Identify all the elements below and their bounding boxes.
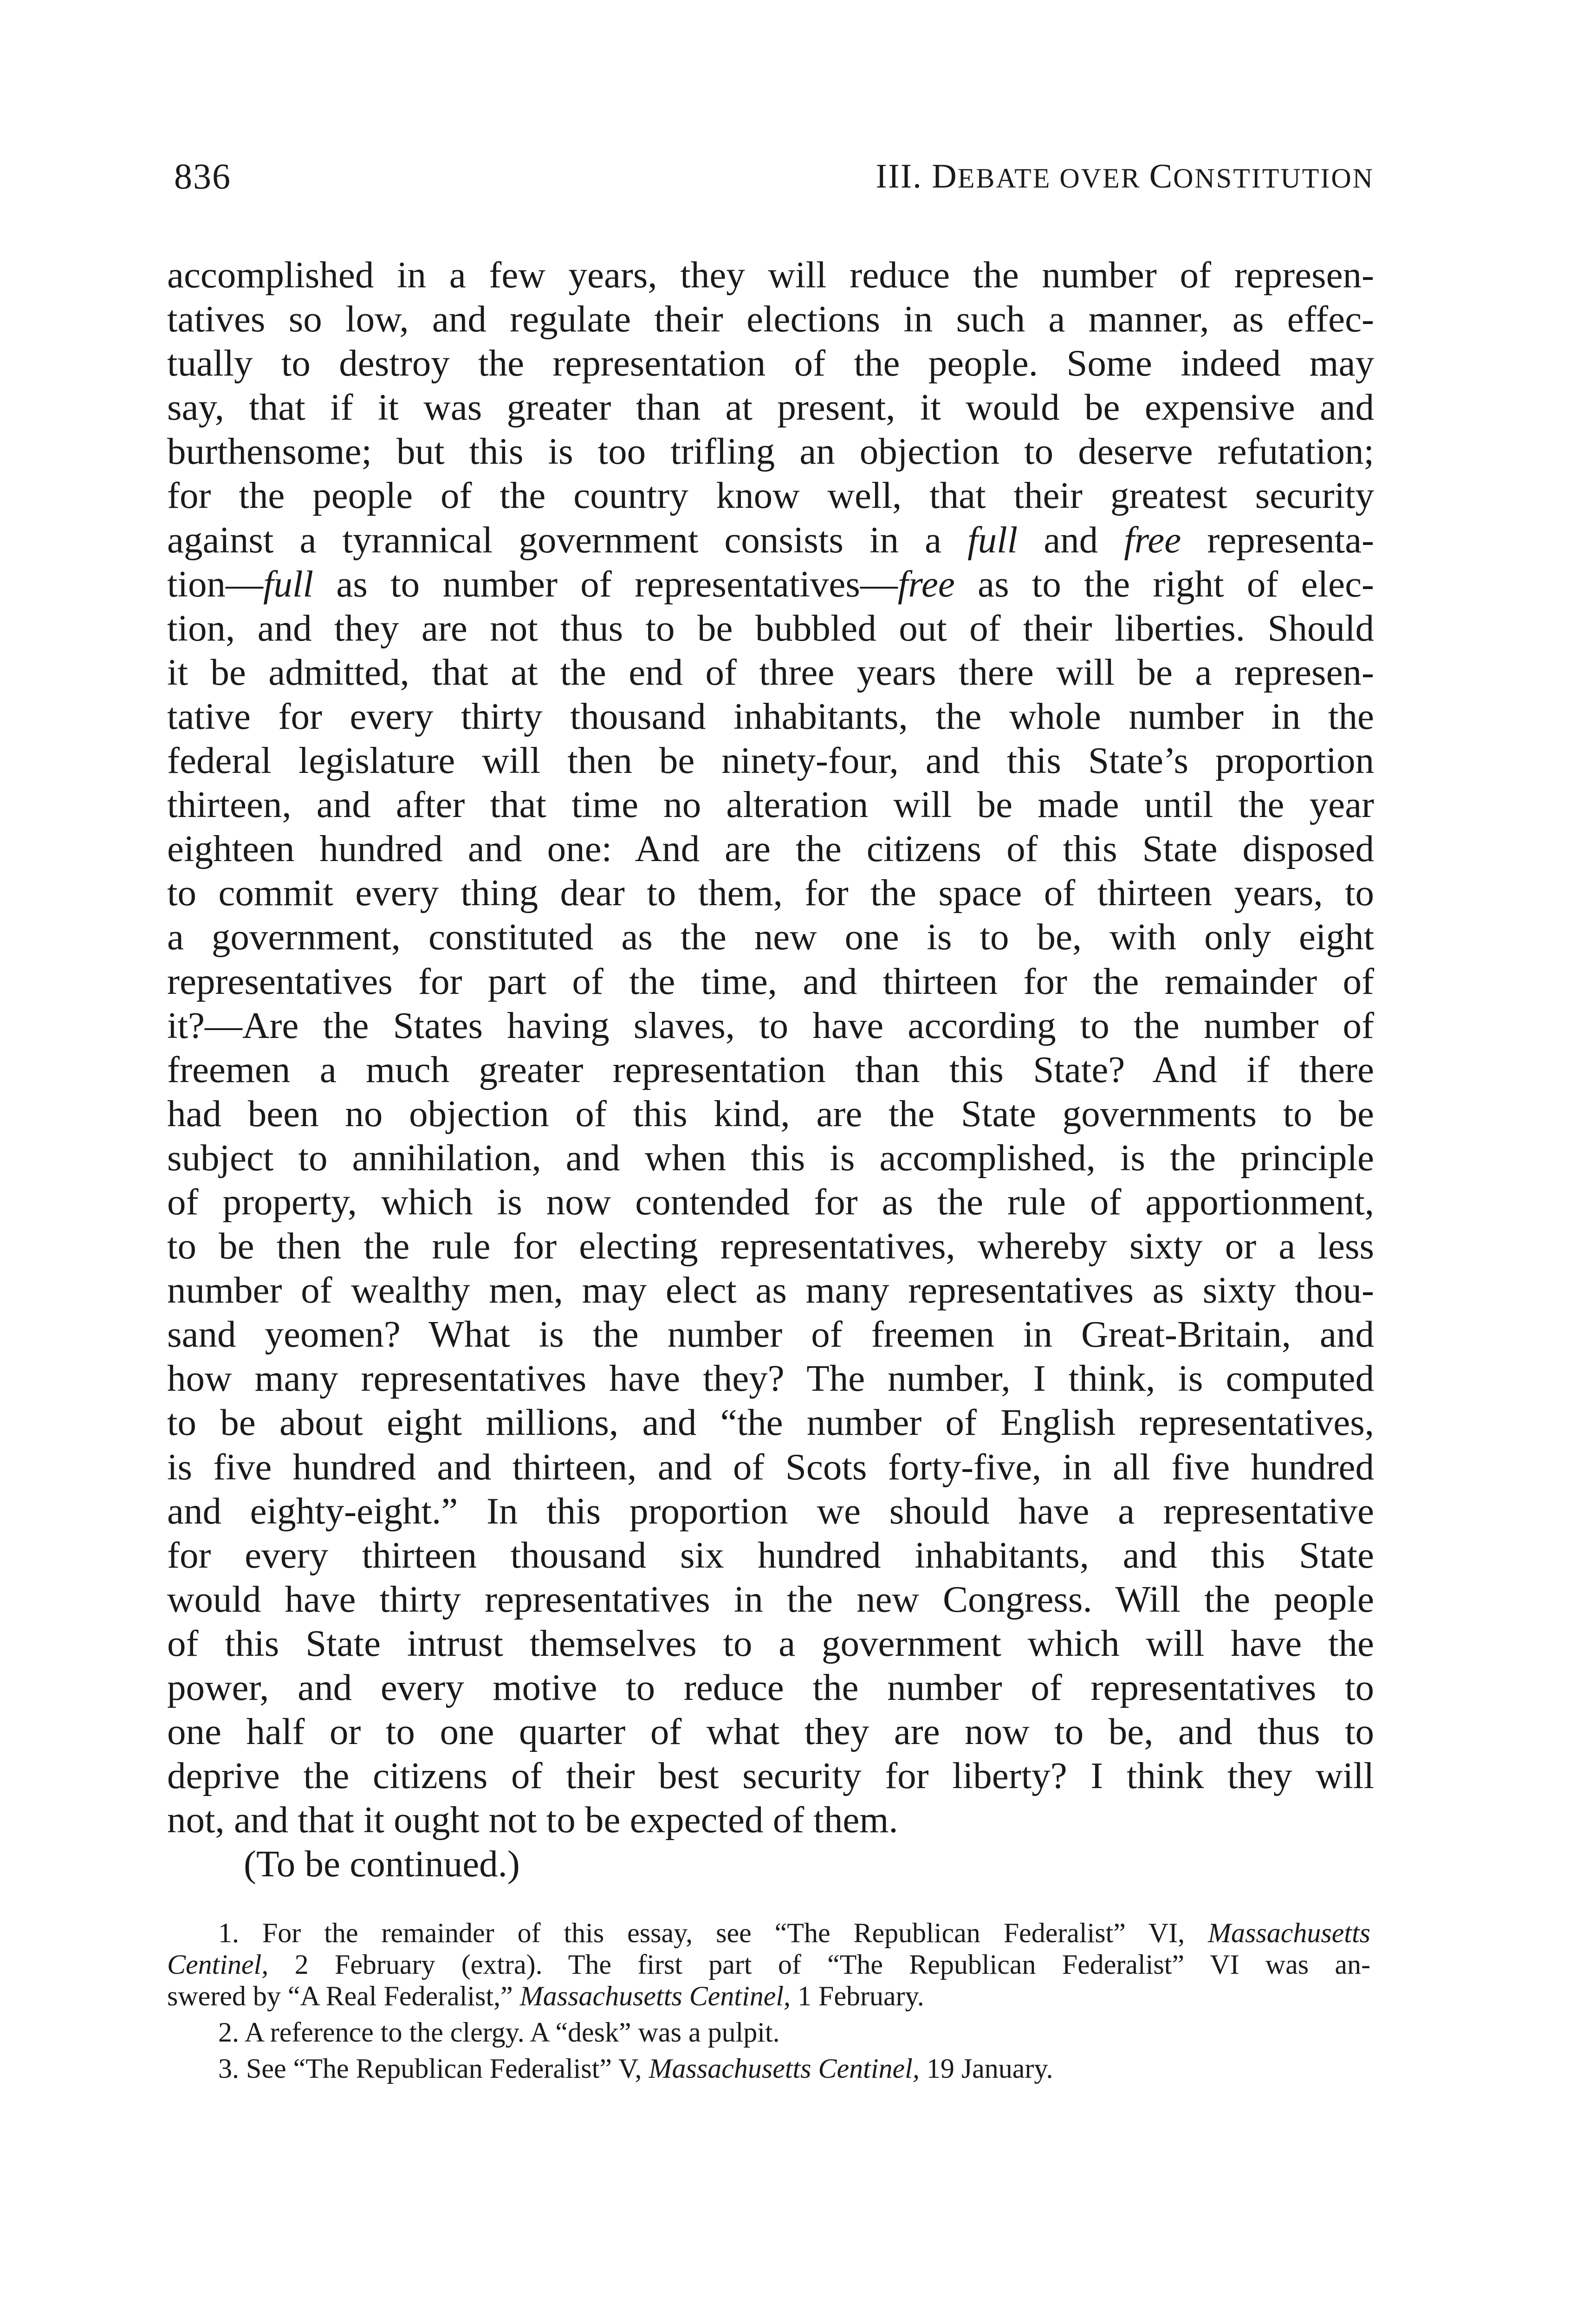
body-line: to be then the rule for electing representatives, whereby sixty or a less	[167, 1225, 1374, 1267]
body-line: tatives so low, and regulate their elections in such a manner, as effec-	[167, 298, 1374, 340]
body-line: say, that if it was greater than at present, it would be expensive and	[167, 386, 1374, 428]
body-text	[167, 253, 1374, 1886]
body-line: tion, and they are not thus to be bubbled out of their liberties. Should	[167, 607, 1374, 649]
body-line: to be about eight millions, and “the number of English representatives,	[167, 1401, 1374, 1444]
body-line: to commit every thing dear to them, for the space of thirteen years, to	[167, 872, 1374, 914]
body-line: how many representatives have they? The number, I think, is computed	[167, 1357, 1374, 1400]
footnote-text: 1 February.	[791, 1981, 924, 2011]
body-line: of property, which is now contended for as the rule of apportionment,	[167, 1180, 1374, 1223]
footnote-1	[167, 1917, 1370, 1949]
footnote-number: 2.	[218, 2017, 239, 2048]
footnote-gap	[167, 2012, 1370, 2016]
italic-text: Massachusetts	[1208, 1918, 1370, 1948]
body-line: accomplished in a few years, they will reduce the number of represen-	[167, 254, 1374, 296]
to-be-continued: (To be continued.)	[244, 1843, 520, 1885]
body-line: eighteen hundred and one: And are the citizens of this State disposed	[167, 828, 1374, 870]
body-line: a government, constituted as the new one is to be, with only eight	[167, 916, 1374, 958]
italic-text: full	[967, 519, 1018, 561]
body-line: tually to destroy the representation of the people. Some indeed may	[167, 342, 1374, 384]
running-head-smallcaps: ONSTITUTION	[1173, 163, 1374, 194]
body-line: tative for every thirty thousand inhabitants, the whole number in the	[167, 695, 1374, 737]
body-line: deprive the citizens of their best security for liberty? I think they will	[167, 1755, 1374, 1797]
page-number: 836	[174, 156, 231, 196]
body-line: one half or to one quarter of what they are now to be, and thus to	[167, 1711, 1374, 1753]
footnote-1-line-2	[167, 1949, 1370, 1980]
footnote-text: A reference to the clergy. A “desk” was a pulpit.	[239, 2017, 780, 2048]
running-head-smallcaps: EBATE OVER	[957, 163, 1149, 194]
footnote-text: For the remainder of this essay, see “The Republican Federalist” VI,	[239, 1918, 1208, 1948]
footnote-gap	[167, 2048, 1370, 2053]
body-line: for every thirteen thousand six hundred inhabitants, and this State	[167, 1534, 1374, 1576]
italic-text: Centinel,	[167, 1949, 269, 1980]
italic-text: free	[897, 563, 955, 605]
italic-text: free	[1124, 519, 1181, 561]
body-line: had been no objection of this kind, are the State governments to be	[167, 1092, 1374, 1135]
footnotes	[167, 1917, 1370, 2084]
body-line: not, and that it ought not to be expected of them.	[167, 1799, 898, 1841]
body-line: for the people of the country know well, that their greatest security	[167, 474, 1374, 517]
footnote-text: 19 January.	[919, 2053, 1053, 2084]
footnote-text: swered by “A Real Federalist,”	[167, 1981, 520, 2011]
footnote-text: See “The Republican Federalist” V,	[239, 2053, 649, 2084]
body-line: power, and every motive to reduce the number of representatives to	[167, 1666, 1374, 1708]
body-line	[167, 562, 1374, 606]
body-text-run: tion—	[167, 563, 264, 605]
body-line: burthensome; but this is too trifling an objection to deserve refutation;	[167, 430, 1374, 473]
body-line: federal legislature will then be ninety-four, and this State’s proportion	[167, 739, 1374, 782]
footnote-number: 3.	[218, 2053, 239, 2084]
footnote-3	[167, 2053, 1370, 2084]
body-line: number of wealthy men, may elect as many representatives as sixty thou-	[167, 1269, 1374, 1311]
body-text-run: representa-	[1181, 519, 1374, 561]
running-head-prefix: III.	[876, 157, 932, 195]
body-line: freemen a much greater representation than this State? And if there	[167, 1048, 1374, 1090]
body-line: of this State intrust themselves to a government which will have the	[167, 1622, 1374, 1664]
italic-text: Massachusetts Centinel,	[519, 1981, 791, 2011]
italic-text: full	[263, 563, 314, 605]
body-text-run: as to the right of elec-	[954, 563, 1374, 605]
footnote-text: 2 February (extra). The first part of “The Republican Federalist” VI was an-	[268, 1949, 1370, 1980]
body-line	[167, 518, 1374, 562]
running-head-initial: D	[932, 157, 958, 195]
body-text-run: and	[1018, 519, 1124, 561]
body-text-run: against a tyrannical government consists in a	[167, 519, 968, 561]
footnote-number: 1.	[218, 1918, 239, 1948]
footnote-1-line-3	[167, 1980, 1370, 2012]
body-line: subject to annihilation, and when this is accomplished, is the principle	[167, 1136, 1374, 1179]
body-line: would have thirty representatives in the new Congress. Will the people	[167, 1578, 1374, 1620]
running-head-initial: C	[1149, 157, 1174, 195]
body-line: is five hundred and thirteen, and of Scots forty-five, in all five hundred	[167, 1446, 1374, 1488]
body-line: it?—Are the States having slaves, to have according to the number of	[167, 1004, 1374, 1046]
italic-text: Massachusetts Centinel,	[649, 2053, 920, 2084]
body-line: sand yeomen? What is the number of freemen in Great-Britain, and	[167, 1313, 1374, 1355]
body-text-run: as to number of representatives—	[313, 563, 898, 605]
footnote-2	[167, 2016, 1370, 2048]
body-line: it be admitted, that at the end of three years there will be a represen-	[167, 651, 1374, 693]
body-line: representatives for part of the time, and thirteen for the remainder of	[167, 960, 1374, 1002]
body-line: and eighty-eight.” In this proportion we should have a representative	[167, 1490, 1374, 1532]
body-line: thirteen, and after that time no alteration will be made until the year	[167, 784, 1374, 826]
running-head	[876, 157, 1374, 196]
